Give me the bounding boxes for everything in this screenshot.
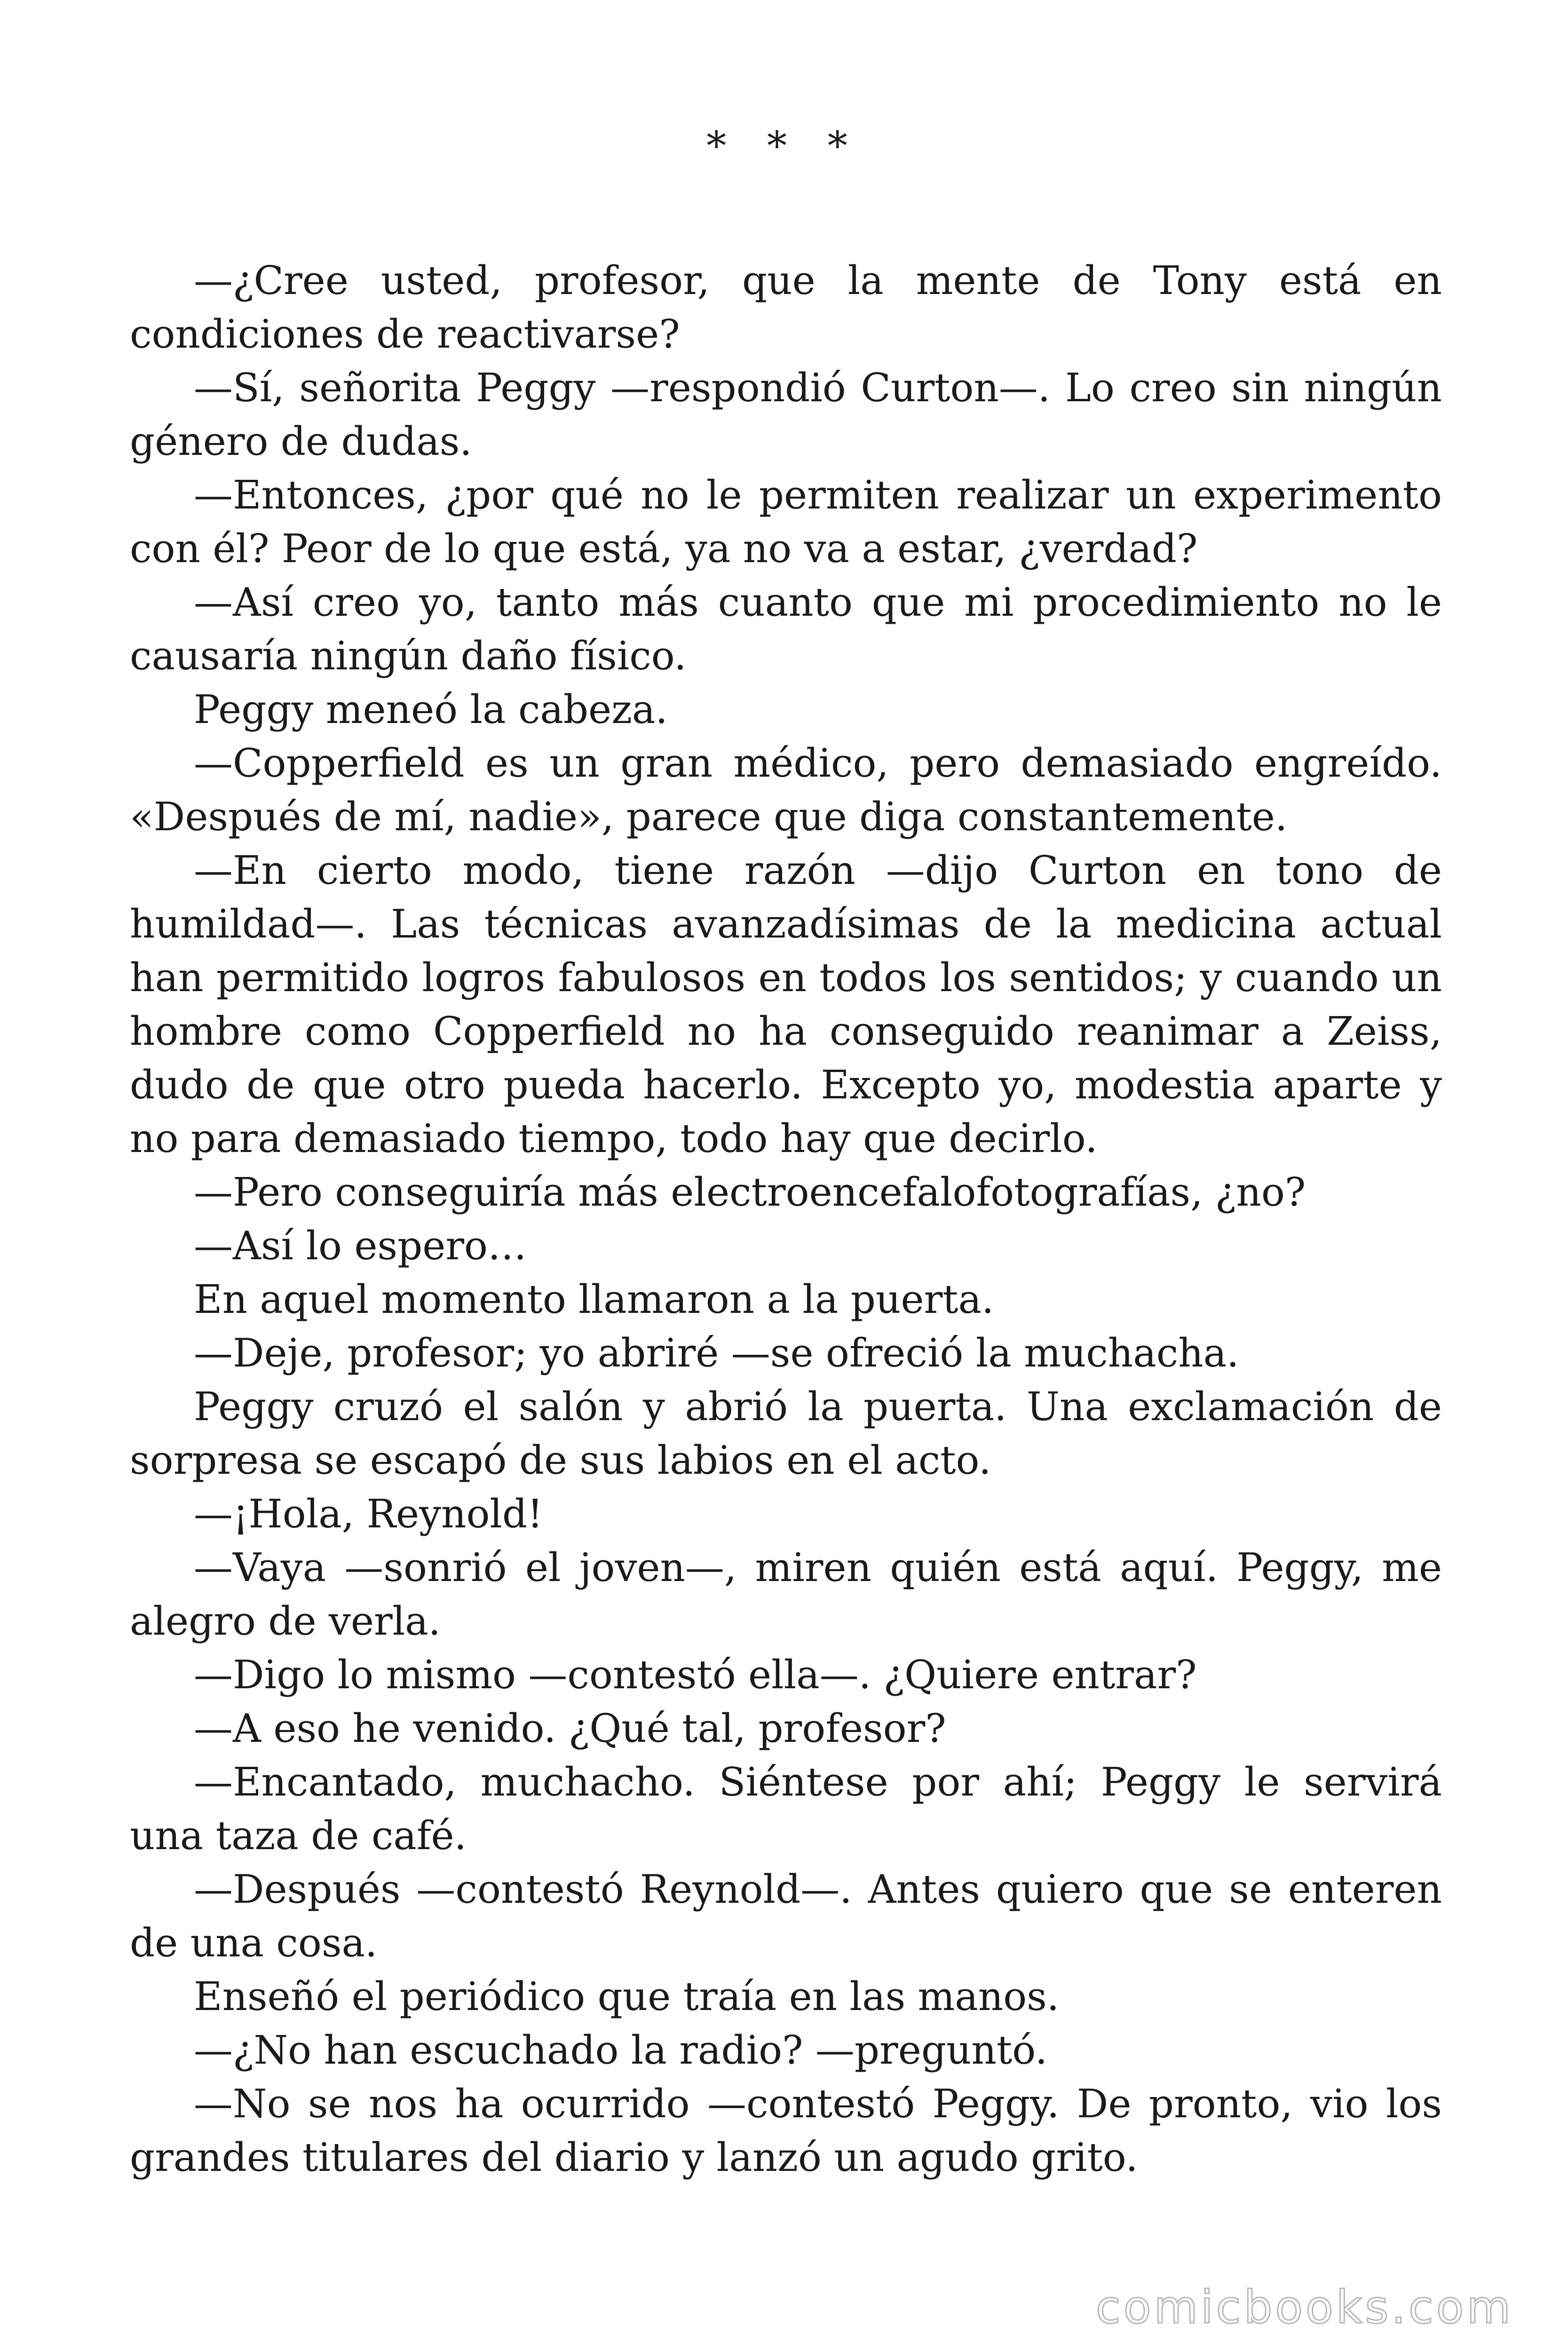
paragraph: —Vaya —sonrió el joven—, miren quién está aquí. Peggy, me alegro de verla. [130,1545,1442,1644]
paragraph: —Pero conseguiría más electroencefalofotografías, ¿no? [194,1169,1306,1215]
paragraph: Peggy meneó la cabeza. [194,687,668,732]
site-watermark: comicbooks.com [1095,2281,1513,2334]
paragraph: —Sí, señorita Peggy —respondió Curton—. Lo creo sin ningún género de dudas. [130,365,1442,464]
paragraph: —Después —contestó Reynold—. Antes quiero que se enteren de una cosa. [130,1867,1442,1966]
paragraph: —¿Cree usted, profesor, que la mente de Tony está en condiciones de reactivarse? [130,258,1442,357]
paragraph: —No se nos ha ocurrido —contestó Peggy. De pronto, vio los grandes titulares del diario y lanzó un agudo grito. [130,2081,1442,2180]
paragraph: —En cierto modo, tiene razón —dijo Curton en tono de humildad—. Las técnicas avanzadísimas de la medicina actual han permitido logros fabulosos en todos los sentidos; y cuando un hombre como Copperfield no ha conseguido reanimar a Zeiss, dudo de que otro pueda hacerlo. Excepto yo, modestia aparte y no para demasiado tiempo, todo hay que decirlo. [130,848,1442,1161]
paragraph: Peggy cruzó el salón y abrió la puerta. Una exclamación de sorpresa se escapó de sus labios en el acto. [130,1384,1442,1483]
page-text [130,254,1442,2185]
paragraph: —Digo lo mismo —contestó ella—. ¿Quiere entrar? [194,1652,1197,1698]
paragraph: —Así lo espero… [194,1223,527,1269]
scene-separator: * * * [706,123,862,169]
paragraph: —Así creo yo, tanto más cuanto que mi procedimiento no le causaría ningún daño físico. [130,580,1442,679]
paragraph: Enseñó el periódico que traía en las manos. [194,1974,1060,2019]
paragraph: En aquel momento llamaron a la puerta. [194,1277,994,1322]
paragraph: —¡Hola, Reynold! [194,1491,543,1537]
paragraph: —Entonces, ¿por qué no le permiten realizar un experimento con él? Peor de lo que está, ya no va a estar, ¿verdad? [130,472,1442,572]
paragraph: —Encantado, muchacho. Siéntese por ahí; Peggy le servirá una taza de café. [130,1759,1442,1859]
paragraph: —¿No han escuchado la radio? —preguntó. [194,2027,1048,2073]
paragraph: —Copperfield es un gran médico, pero demasiado engreído. «Después de mí, nadie», parece que diga constantemente. [130,740,1442,840]
paragraph: —A eso he venido. ¿Qué tal, profesor? [194,1706,946,1751]
paragraph: —Deje, profesor; yo abriré —se ofreció la muchacha. [194,1330,1239,1376]
